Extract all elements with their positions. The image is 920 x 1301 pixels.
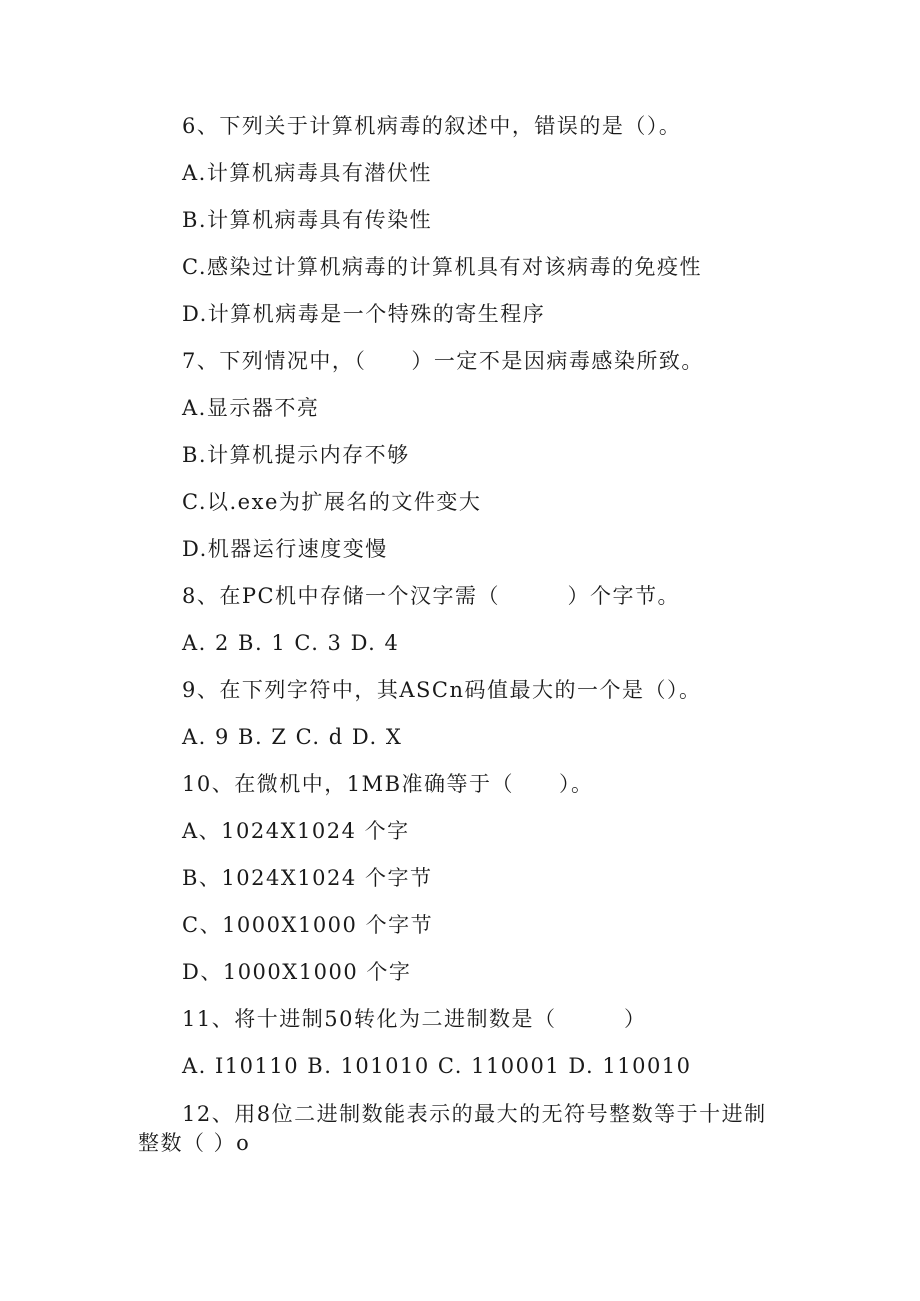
question-7-option-a: A.显示器不亮 (182, 396, 320, 420)
question-6-option-d: D.计算机病毒是一个特殊的寄生程序 (182, 302, 546, 326)
question-12-stem-line-2: 整数（ ）o (138, 1131, 251, 1155)
question-12-stem-line-1: 12、用8位二进制数能表示的最大的无符号整数等于十进制 (182, 1102, 767, 1126)
question-7-option-d: D.机器运行速度变慢 (182, 537, 388, 561)
question-11-stem: 11、将十进制50转化为二进制数是（ ） (182, 1007, 647, 1031)
question-10-stem: 10、在微机中，1MB准确等于（ ）。 (182, 772, 594, 796)
question-7-option-c: C.以.exe为扩展名的文件变大 (182, 490, 482, 514)
question-8-options: A. 2 B. 1 C. 3 D. 4 (182, 631, 400, 655)
question-7-option-b: B.计算机提示内存不够 (182, 443, 410, 467)
question-7-stem: 7、下列情况中，（ ）一定不是因病毒感染所致。 (182, 349, 704, 373)
question-9-stem: 9、在下列字符中，其ASCn码值最大的一个是（）。 (182, 678, 702, 702)
question-10-option-d: D、1000X1000 个字 (182, 960, 412, 984)
question-11-options: A. I10110 B. 101010 C. 110001 D. 110010 (182, 1054, 692, 1078)
question-6-stem: 6、下列关于计算机病毒的叙述中，错误的是（）。 (182, 114, 682, 138)
question-6-option-a: A.计算机病毒具有潜伏性 (182, 161, 432, 185)
question-10-option-a: A、1024X1024 个字 (182, 819, 410, 843)
question-10-option-c: C、1000X1000 个字节 (182, 913, 434, 937)
question-10-option-b: B、1024X1024 个字节 (182, 866, 433, 890)
question-6-option-b: B.计算机病毒具有传染性 (182, 208, 433, 232)
question-9-options: A. 9 B. Z C. d D. X (182, 725, 403, 749)
question-8-stem: 8、在PC机中存储一个汉字需（ ）个字节。 (182, 584, 681, 608)
question-6-option-c: C.感染过计算机病毒的计算机具有对该病毒的免疫性 (182, 255, 702, 279)
